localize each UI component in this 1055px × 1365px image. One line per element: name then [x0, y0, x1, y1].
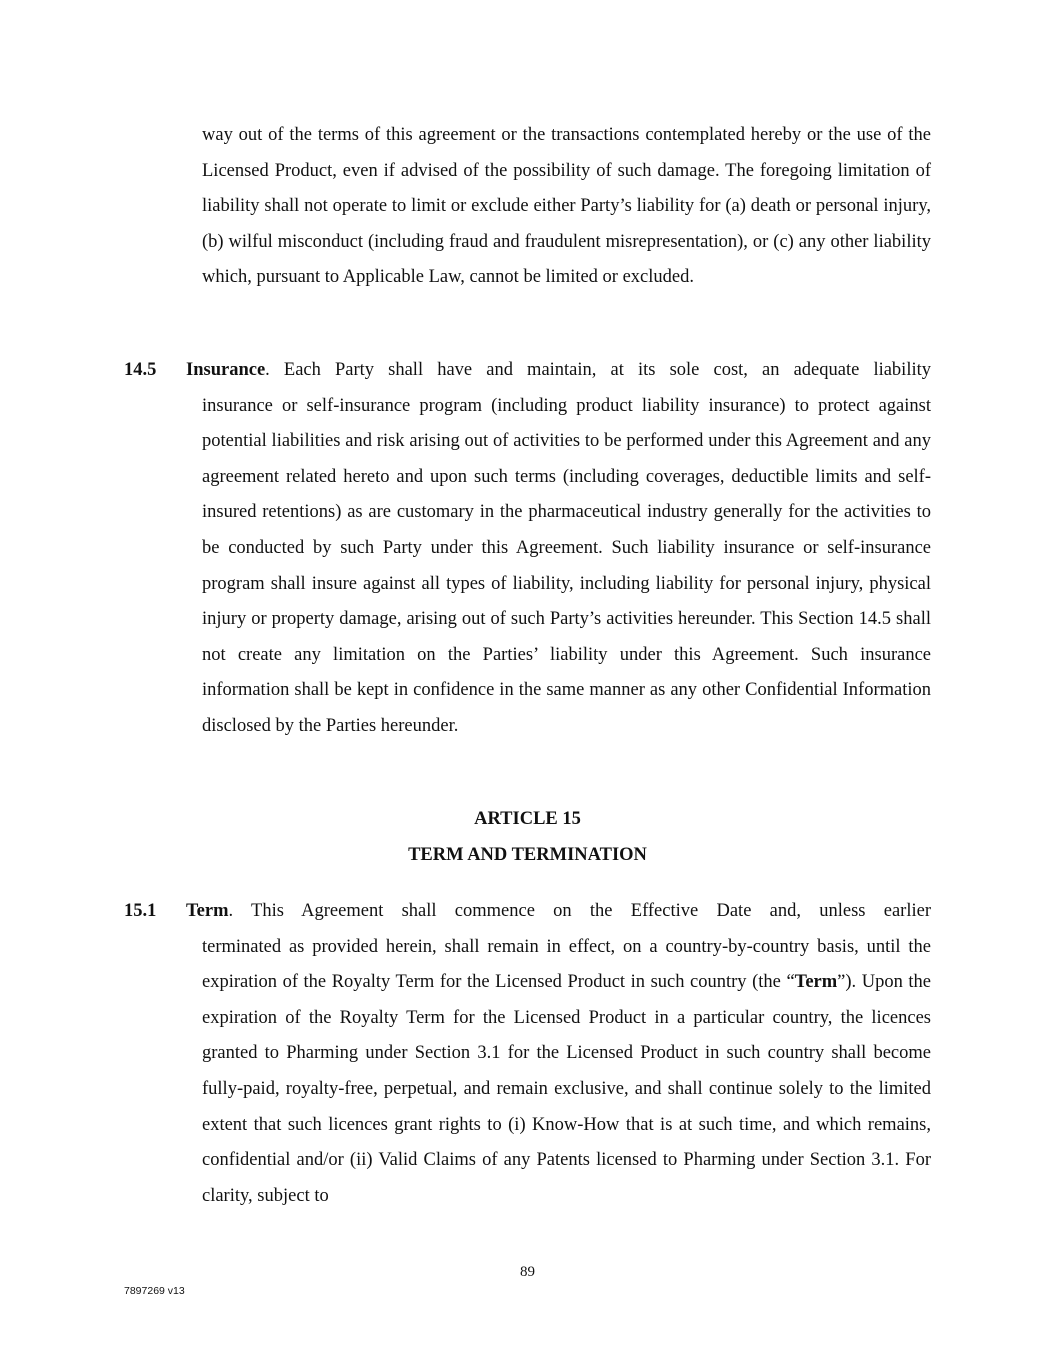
- section-14-5-body: insurance or self-insurance program (including product liability insurance) to protect against potential liabilities and risk arising out of activities to be performed under this Agreement and any agreement related hereto and upon such terms (including coverages, deductible limits and self-insured retentions) as are customary in the pharmaceutical industry generally for the activities to be conducted by such Party under this Agreement. Such liability insurance or self-insurance program shall insure against all types of liability, including liability for personal injury, physical injury or property damage, arising out of such Party’s activities hereunder. This Section 14.5 shall not create any limitation on the Parties’ liability under this Agreement. Such insurance information shall be kept in confidence in the same manner as any other Confidential Information disclosed by the Parties hereunder.: [202, 395, 931, 736]
- article-title: TERM AND TERMINATION: [408, 845, 647, 865]
- section-number: 15.1: [124, 901, 157, 921]
- section-first-line-text: . This Agreement shall commence on the Effective Date and, unless earlier: [228, 901, 931, 921]
- continuation-paragraph: way out of the terms of this agreement or the transactions contemplated hereby or the use of the Licensed Product, even if advised of the possibility of such damage. The foregoing limitation of liability shall not operate to limit or exclude either Party’s liability for (a) death or personal injury, (b) wilful misconduct (including fraud and fraudulent misrepresentation), or (c) any other liability which, pursuant to Applicable Law, cannot be limited or excluded.: [202, 125, 931, 288]
- section-number: 14.5: [124, 360, 157, 380]
- section-heading: Insurance: [186, 360, 266, 380]
- section-14-5-first-line: [124, 353, 931, 389]
- section-heading: Term: [186, 901, 229, 921]
- section-15-1: [124, 894, 931, 1214]
- body-text-after-term: ”). Upon the expiration of the Royalty Term for the Licensed Product in a particular country, the licences granted to Pharming under Section 3.1 for the Licensed Product in such country shall become fully-paid, royalty-free, perpetual, and remain exclusive, and shall continue solely to the limited extent that such licences grant rights to (i) Know-How that is at such time, and which remains, confidential and/or (ii) Valid Claims of any Patents licensed to Pharming under Section 3.1. For clarity, subject to: [202, 972, 931, 1206]
- section-15-1-first-line: [124, 894, 931, 930]
- article-number: ARTICLE 15: [474, 809, 581, 829]
- document-id: 7897269 v13: [124, 1285, 185, 1297]
- section-14-5: [124, 353, 931, 745]
- section-first-line-text: . Each Party shall have and maintain, at its sole cost, an adequate liability: [265, 360, 931, 380]
- body-text-before-term: terminated as provided herein, shall remain in effect, on a country-by-country basis, until the expiration of the Royalty Term for the Licensed Product in such country (the “: [202, 936, 931, 993]
- defined-term: Term: [794, 972, 838, 993]
- section-15-1-body: [202, 930, 931, 1215]
- page-number: 89: [520, 1264, 535, 1280]
